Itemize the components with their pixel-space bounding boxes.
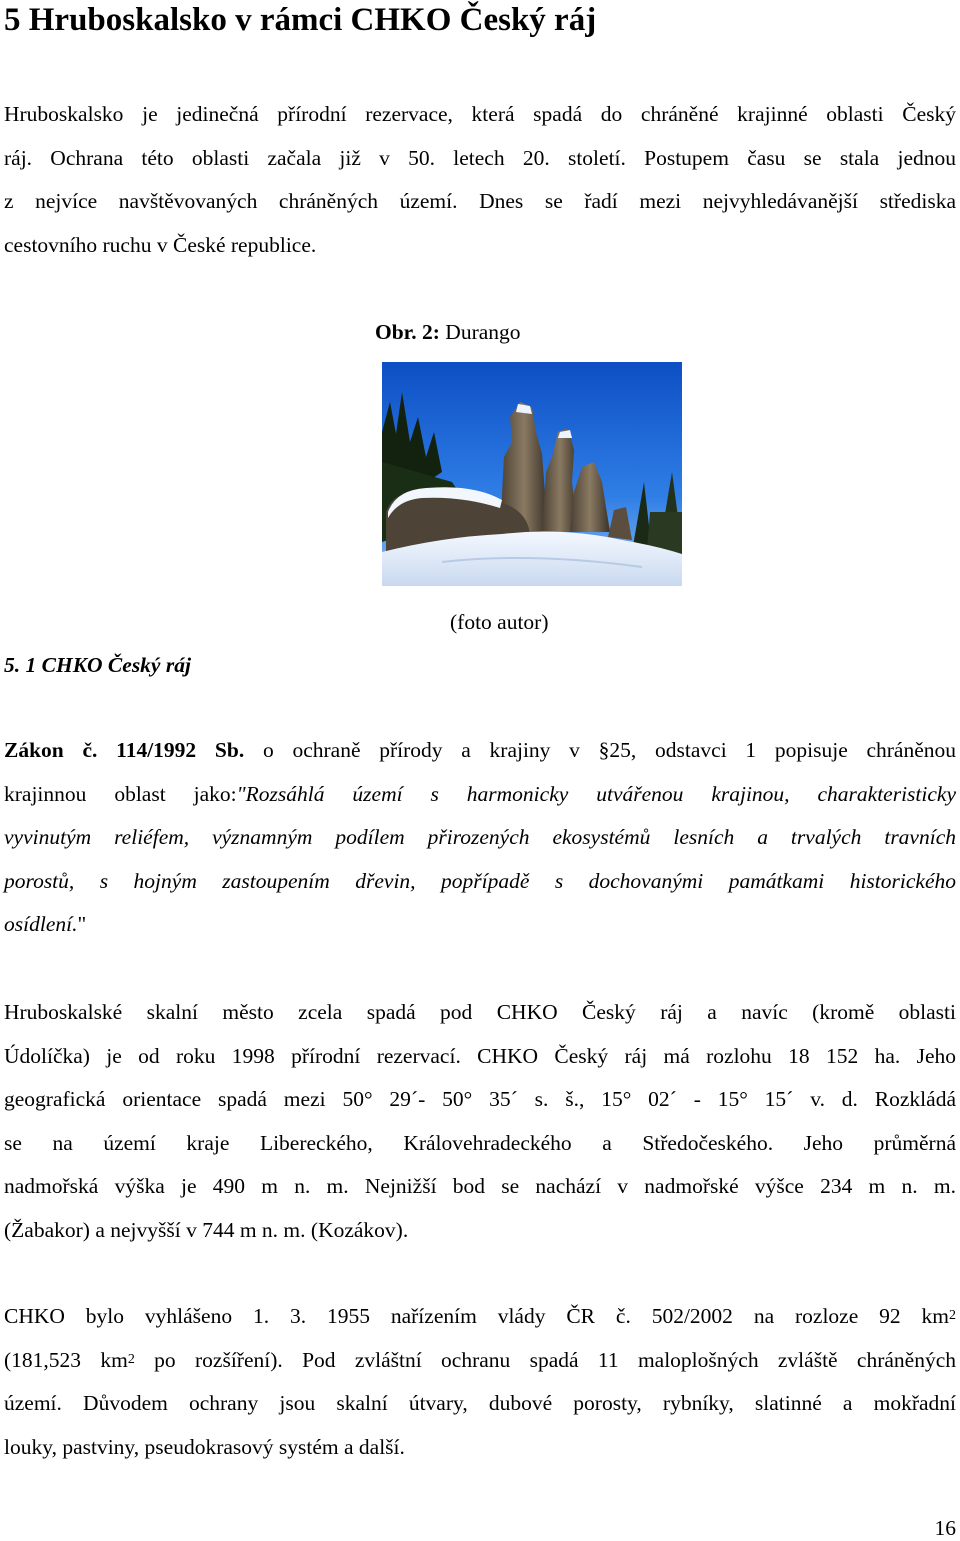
text-line: cestovního ruchu v České republice. bbox=[4, 232, 317, 257]
page-number: 16 bbox=[934, 1516, 956, 1540]
decl-text: po rozšíření). Pod zvláštní ochranu spadá 11 maloplošných zvláště chráněných bbox=[134, 1347, 956, 1372]
law-text: krajinnou oblast jako: bbox=[4, 781, 237, 806]
text-line: se na území kraje Libereckého, Královehradeckého a Středočeského. Jeho průměrná bbox=[4, 1130, 956, 1155]
rock-towers-photo bbox=[382, 362, 682, 586]
figure-caption bbox=[375, 317, 521, 347]
text-line: (Žabakor) a nejvyšší v 744 m n. m. (Kozákov). bbox=[4, 1217, 409, 1242]
text-line: Údolíčka) je od roku 1998 přírodní rezervací. CHKO Český ráj má rozlohu 18 152 ha. Jeho bbox=[4, 1043, 956, 1068]
text-line: z nejvíce navštěvovaných chráněných území. Dnes se řadí mezi nejvyhledávanější střediska bbox=[4, 189, 956, 214]
text-line bbox=[4, 1339, 956, 1383]
text-line bbox=[4, 773, 956, 817]
figure-title: Durango bbox=[445, 320, 521, 344]
declaration-paragraph bbox=[4, 1295, 956, 1469]
law-quote-line: vyvinutým reliéfem, významným podílem přirozených ekosystémů lesních a trvalých travních bbox=[4, 825, 956, 850]
text-line: Hruboskalské skalní město zcela spadá pod CHKO Český ráj a navíc (kromě oblasti bbox=[4, 1000, 956, 1024]
law-quote-line: porostů, s hojným zastoupením dřevin, popřípadě s dochovanými památkami historického bbox=[4, 868, 956, 893]
law-quote-close: " bbox=[77, 912, 87, 937]
law-citation: Zákon č. 114/1992 Sb. bbox=[4, 738, 245, 762]
superscript: 2 bbox=[949, 1308, 956, 1323]
text-line: Hruboskalsko je jedinečná přírodní rezervace, která spadá do chráněné krajinné oblasti Český bbox=[4, 102, 956, 126]
law-text: o ochraně přírody a krajiny v §25, odstavci 1 popisuje chráněnou bbox=[262, 738, 957, 762]
text-line: nadmořská výška je 490 m n. m. Nejnižší bod se nachází v nadmořské výšce 234 m n. m. bbox=[4, 1174, 956, 1199]
text-line bbox=[4, 729, 956, 773]
law-quote: osídlení. bbox=[4, 912, 78, 937]
decl-text: CHKO bylo vyhlášeno 1. 3. 1955 nařízením vlády ČR č. 502/2002 na rozloze 92 km bbox=[4, 1304, 949, 1328]
decl-text: (181,523 km bbox=[4, 1347, 128, 1372]
chapter-heading: 5 Hruboskalsko v rámci CHKO Český ráj bbox=[4, 2, 597, 38]
text-line bbox=[4, 1295, 956, 1339]
text-line: geografická orientace spadá mezi 50° 29´- 50° 35´ s. š., 15° 02´ - 15° 15´ v. d. Rozkládá bbox=[4, 1087, 956, 1112]
law-paragraph bbox=[4, 729, 956, 947]
figure-photo bbox=[382, 362, 682, 586]
text-line: louky, pastviny, pseudokrasový systém a další. bbox=[4, 1434, 405, 1459]
figure-label: Obr. 2: bbox=[375, 320, 440, 344]
geography-paragraph bbox=[4, 991, 956, 1253]
text-line: území. Důvodem ochrany jsou skalní útvary, dubové porosty, rybníky, slatinné a mokřadní bbox=[4, 1391, 956, 1416]
subsection-heading: 5. 1 CHKO Český ráj bbox=[4, 653, 191, 677]
text-line: ráj. Ochrana této oblasti začala již v 50. letech 20. století. Postupem času se stala jednou bbox=[4, 145, 956, 170]
law-quote: "Rozsáhlá území s harmonicky utvářenou krajinou, charakteristicky bbox=[236, 781, 956, 806]
text-line bbox=[4, 903, 956, 947]
photo-credit: (foto autor) bbox=[450, 610, 549, 634]
superscript: 2 bbox=[127, 1351, 135, 1367]
intro-paragraph bbox=[4, 93, 956, 267]
